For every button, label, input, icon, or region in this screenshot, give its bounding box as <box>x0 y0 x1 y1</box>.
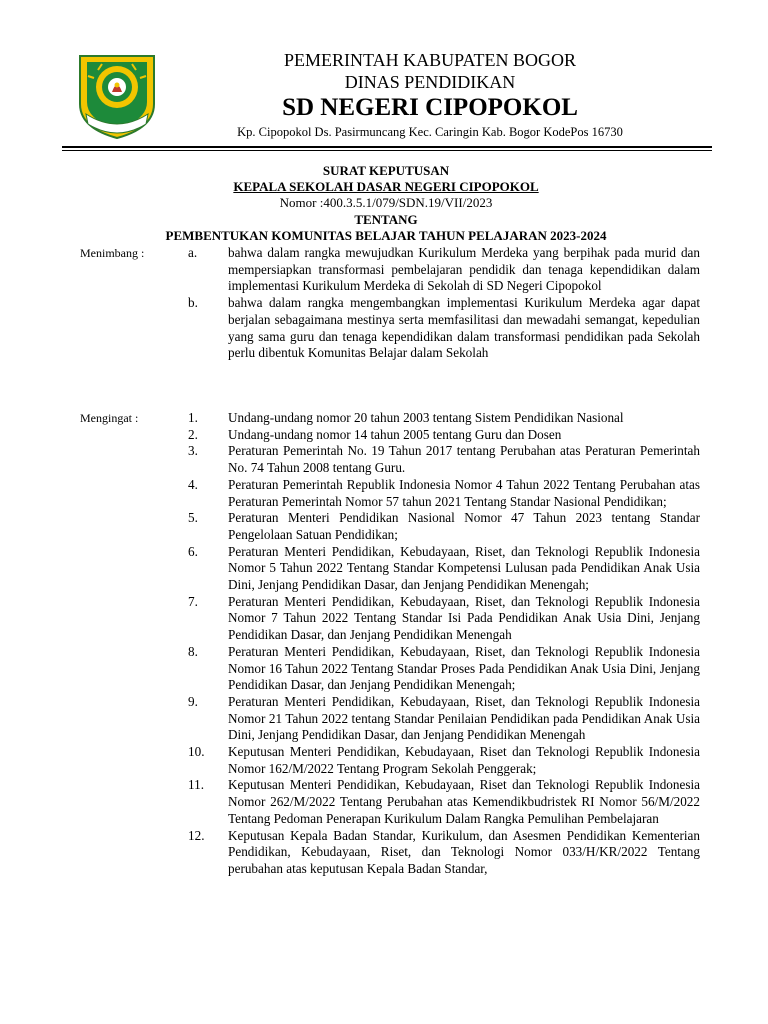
list-item <box>188 777 700 827</box>
item-text: Undang-undang nomor 14 tahun 2005 tentang Guru dan Dosen <box>228 426 562 442</box>
item-text: Peraturan Menteri Pendidikan, Kebudayaan, Riset, dan Teknologi Republik Indonesia Nomor 5 Tahun 2022 Tentang Standar Kompetensi Lulusan pada Pendidikan Anak Usia Dini, Jenjang Pendidikan Dasar, dan Jenjang Pendidikan Menengah; <box>228 543 700 593</box>
item-text: Peraturan Menteri Pendidikan Nasional Nomor 47 Tahun 2023 tentang Standar Pengelolaan Satuan Pendidikan; <box>228 510 700 542</box>
item-marker: b. <box>188 295 198 311</box>
item-marker: 4. <box>188 476 198 492</box>
list-item <box>188 828 700 878</box>
list-item <box>188 295 700 362</box>
list-item <box>188 477 700 510</box>
item-marker: 3. <box>188 443 198 459</box>
item-marker: 8. <box>188 643 198 659</box>
mengingat-label: Mengingat : <box>80 411 139 425</box>
item-marker: 2. <box>188 426 198 442</box>
list-item <box>188 744 700 777</box>
list-item <box>188 510 700 543</box>
decree-about: TENTANG <box>354 212 418 227</box>
item-marker: 12. <box>188 827 205 843</box>
kabupaten-bogor-logo <box>76 50 158 140</box>
decree-number: Nomor :400.3.5.1/079/SDN.19/VII/2023 <box>279 195 493 210</box>
letterhead-address: Kp. Cipopokol Ds. Pasirmuncang Kec. Caringin Kab. Bogor KodePos 16730 <box>237 125 623 139</box>
item-marker: 5. <box>188 510 198 526</box>
letterhead-school-name: SD NEGERI CIPOPOKOL <box>282 94 578 121</box>
letterhead-rule-thick <box>62 146 712 148</box>
item-text: Keputusan Menteri Pendidikan, Kebudayaan, Riset dan Teknologi Republik Indonesia Nomor 262/M/2022 Tentang Perubahan atas Kemendikbudristek RI Nomor 56/M/2022 Tentang Pedoman Penerapan Kurikulum Dalam Rangka Pemulihan Pembelajaran <box>228 777 700 826</box>
item-text: Undang-undang nomor 20 tahun 2003 tentang Sistem Pendidikan Nasional <box>228 410 624 425</box>
list-item <box>188 245 700 295</box>
item-marker: 1. <box>188 410 198 425</box>
item-text: bahwa dalam rangka mengembangkan implementasi Kurikulum Merdeka agar dapat berjalan sebagaimana mestinya serta memfasilitasi dan mewadahi semangat, kepedulian yang sama guru dan tenaga kependidikan dalam transformasi pendidikan pada Sekolah perlu dibentuk Komunitas Belajar dalam Sekolah <box>228 295 700 361</box>
list-item <box>188 427 700 444</box>
menimbang-label: Menimbang : <box>80 246 145 260</box>
item-marker: a. <box>188 245 198 260</box>
list-item <box>188 443 700 476</box>
decree-title: SURAT KEPUTUSAN <box>322 163 450 178</box>
menimbang-list <box>188 245 700 362</box>
decree-issuer: KEPALA SEKOLAH DASAR NEGERI CIPOPOKOL <box>233 179 539 194</box>
letterhead-rule-thin <box>62 150 712 151</box>
letterhead-government: PEMERINTAH KABUPATEN BOGOR <box>284 50 576 70</box>
item-marker: 10. <box>188 744 205 760</box>
decree-subject: PEMBENTUKAN KOMUNITAS BELAJAR TAHUN PELAJARAN 2023-2024 <box>165 228 607 243</box>
item-text: Peraturan Pemerintah Republik Indonesia Nomor 4 Tahun 2022 Tentang Perubahan atas Peraturan Pemerintah Nomor 57 tahun 2021 Tentang Standar Nasional Pendidikan; <box>228 476 700 509</box>
item-text: Peraturan Pemerintah No. 19 Tahun 2017 tentang Perubahan atas Peraturan Pemerintah No. 74 Tahun 2008 tentang Guru. <box>228 443 700 476</box>
list-item <box>188 410 700 427</box>
letterhead-department: DINAS PENDIDIKAN <box>344 72 516 92</box>
list-item <box>188 694 700 744</box>
mengingat-list <box>188 410 700 878</box>
item-marker: 7. <box>188 593 198 609</box>
item-text: Peraturan Menteri Pendidikan, Kebudayaan, Riset, dan Teknologi Republik Indonesia Nomor 7 Tahun 2022 Tentang Standar Isi Pada Pendidikan Anak Usia Dini, Jenjang Pendidikan Dasar, dan Jenjang Pendidikan Menengah <box>228 593 700 643</box>
item-text: Keputusan Kepala Badan Standar, Kurikulum, dan Asesmen Pendidikan Kementerian Pendidikan, Kebudayaan, Riset, dan Teknologi Nomor 033/H/KR/2022 Tentang perubahan atas keputusan Kepala Badan Standar, <box>228 827 700 876</box>
list-item <box>188 644 700 694</box>
item-marker: 11. <box>188 777 204 793</box>
item-text: Peraturan Menteri Pendidikan, Kebudayaan, Riset, dan Teknologi Republik Indonesia Nomor 21 Tahun 2022 tentang Standar Penilaian Pendidikan pada Pendidikan Anak Usia Dini, Jenjang Pendidikan Dasar, dan Jenjang Pendidikan Menengah <box>228 693 700 743</box>
item-text: bahwa dalam rangka mewujudkan Kurikulum Merdeka yang berpihak pada murid dan mempersiapkan transformasi pembelajaran pendidik dan tenaga kependidikan dalam implementasi Kurikulum Merdeka di Sekolah di SD Negeri Cipopokol <box>228 245 700 294</box>
item-text: Peraturan Menteri Pendidikan, Kebudayaan, Riset, dan Teknologi Republik Indonesia Nomor 16 Tahun 2022 Tentang Standar Proses Pada Pendidikan Anak Usia Dini, Jenjang Pendidikan Dasar, dan Jenjang Pendidikan Menengah; <box>228 643 700 693</box>
list-item <box>188 594 700 644</box>
item-text: Keputusan Menteri Pendidikan, Kebudayaan, Riset dan Teknologi Republik Indonesia Nomor 162/M/2022 Tentang Program Sekolah Penggerak; <box>228 744 700 776</box>
item-marker: 9. <box>188 693 198 709</box>
item-marker: 6. <box>188 543 198 559</box>
list-item <box>188 544 700 594</box>
